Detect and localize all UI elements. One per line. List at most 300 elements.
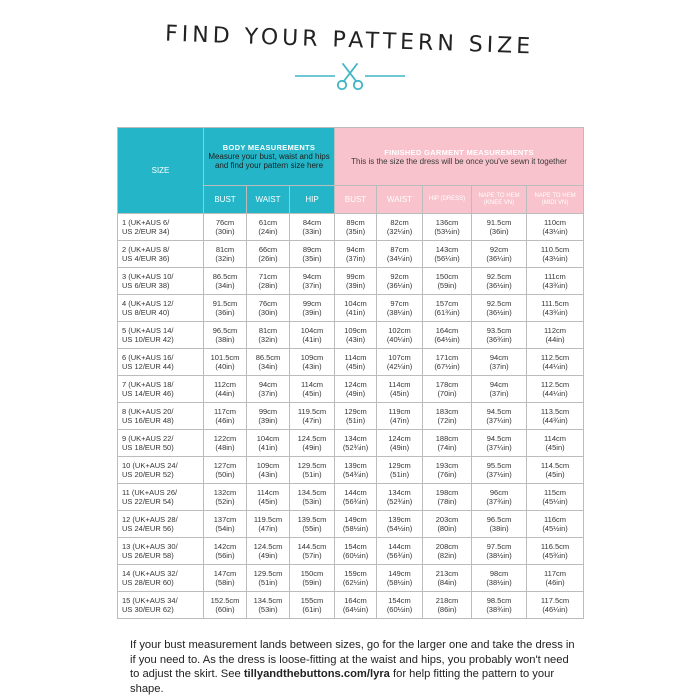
measurement-in: (43in) [302,362,322,371]
measurement-in: (43¼in) [542,227,568,236]
measurement-cell [204,430,247,457]
size-label [118,349,204,376]
size-label-line: US 30/EUR 62) [122,605,174,614]
measurement-cell [527,322,584,349]
size-label [118,295,204,322]
finished-garment-description: This is the size the dress will be once you've sewn it together [351,156,567,166]
measurement-in: (72in) [437,416,457,425]
table-row [118,349,584,376]
measurement-in: (53½in) [434,227,460,236]
size-label-line: 4 (UK+AUS 12/ [122,299,174,308]
measurement-in: (58½in) [386,578,413,587]
size-label-line: 9 (UK+AUS 22/ [122,434,174,443]
measurement-in: (34in) [258,362,278,371]
measurement-cm: 109cm [256,461,280,470]
measurement-cell [377,511,423,538]
size-label [118,403,204,430]
measurement-cm: 94.5cm [486,434,512,443]
measurement-in: (51in) [345,416,366,425]
measurement-cell [290,376,335,403]
size-label-line: US 10/EUR 42) [122,335,174,344]
measurement-cell [527,268,584,295]
measurement-cell [423,592,472,619]
measurement-cm: 129.5cm [297,461,327,470]
measurement-cm: 89cm [302,245,322,254]
measurement-in: (53in) [302,497,322,506]
measurement-cell [377,295,423,322]
measurement-cm: 86.5cm [255,353,281,362]
measurement-in: (45in) [258,497,278,506]
measurement-in: (50in) [215,470,235,479]
measurement-cm: 152.5cm [210,596,240,605]
measurement-in: (37in) [489,389,509,398]
measurement-cell [423,511,472,538]
measurement-cell [247,376,290,403]
measurement-cm: 96.5cm [212,326,238,335]
measurement-in: (38¾in) [486,605,512,614]
measurement-in: (45¾in) [542,551,568,560]
measurement-in: (35in) [302,254,322,263]
measurement-cell [472,214,527,241]
measurement-in: (36½in) [486,281,512,290]
measurement-in: (36¼in) [386,281,413,290]
measurement-cell [472,457,527,484]
measurement-cm: 208cm [435,542,459,551]
table-row [118,511,584,538]
measurement-cell [335,538,377,565]
measurement-cm: 113.5cm [540,407,570,416]
measurement-cm: 117cm [214,407,236,416]
measurement-in: (34¼in) [386,254,413,263]
measurement-cell [335,349,377,376]
measurement-cell [335,457,377,484]
size-label-line: US 18/EUR 50) [122,443,174,452]
measurement-in: (64½in) [342,605,369,614]
measurement-cell [423,538,472,565]
measurement-in: (58in) [215,578,235,587]
measurement-cell [377,538,423,565]
measurement-cm: 115cm [544,488,567,497]
measurement-in: (37in) [302,281,322,290]
measurement-cell [204,565,247,592]
fitting-footnote [130,638,580,696]
measurement-cell [472,376,527,403]
measurement-cm: 124.5cm [297,434,327,443]
measurement-cm: 114cm [544,434,567,443]
measurement-cm: 96cm [489,488,509,497]
measurement-cell [335,484,377,511]
measurement-in: (32¼in) [386,227,413,236]
size-label [118,511,204,538]
measurement-cm: 127cm [213,461,237,470]
measurement-cell [472,295,527,322]
measurement-cell [335,241,377,268]
measurement-cell [335,565,377,592]
measurement-in: (45in) [545,443,565,452]
measurement-in: (38½in) [486,551,512,560]
size-label-line: 8 (UK+AUS 20/ [122,407,174,416]
measurement-cm: 154cm [344,542,367,551]
measurement-cm: 92.5cm [486,272,512,281]
measurement-in: (84in) [437,578,457,587]
measurement-cell [290,349,335,376]
measurement-cell [247,214,290,241]
measurement-in: (61¾in) [434,308,460,317]
measurement-cm: 104cm [300,326,324,335]
measurement-cm: 134cm [344,434,367,443]
measurement-in: (39in) [302,308,322,317]
measurement-cm: 124cm [388,434,411,443]
measurement-in: (62½in) [342,578,369,587]
measurement-cm: 81cm [215,245,235,254]
measurement-cell [472,241,527,268]
measurement-in: (46in) [545,578,565,587]
size-column-header: SIZE [118,128,204,214]
measurement-in: (37in) [345,254,366,263]
measurement-cell [204,322,247,349]
measurement-cm: 213cm [435,569,459,578]
measurement-cm: 114.5cm [540,461,570,470]
size-label-line: 1 (UK+AUS 6/ [122,218,170,227]
measurement-cm: 93.5cm [486,326,512,335]
measurement-in: (60½in) [342,551,369,560]
measurement-cell [527,430,584,457]
measurement-in: (45½in) [542,524,568,533]
column-header: HIP (DRESS) [423,186,472,214]
title-block [0,21,700,60]
body-measurements-title: BODY MEASUREMENTS [222,143,316,152]
measurement-cm: 129.5cm [253,569,283,578]
measurement-cell [204,403,247,430]
measurement-cell [472,565,527,592]
measurement-in: (52in) [215,497,235,506]
measurement-in: (43in) [345,335,366,344]
measurement-cell [472,322,527,349]
measurement-in: (52¾in) [386,497,413,506]
table-row [118,403,584,430]
measurement-cm: 66cm [258,245,278,254]
size-table [117,127,584,619]
column-header: BUST [335,186,377,214]
measurement-cell [204,484,247,511]
measurement-cm: 129cm [388,461,411,470]
body-measurements-header [204,128,335,186]
scissors-icon [295,62,405,92]
measurement-in: (55in) [302,524,322,533]
measurement-cm: 218cm [435,596,459,605]
measurement-cm: 99cm [258,407,278,416]
measurement-cell [247,268,290,295]
measurement-cm: 134.5cm [253,596,283,605]
measurement-cell [290,241,335,268]
table-row [118,430,584,457]
measurement-cell [335,295,377,322]
size-label-line: US 6/EUR 38) [122,281,170,290]
measurement-cell [377,214,423,241]
table-row [118,592,584,619]
measurement-cm: 143cm [435,245,459,254]
measurement-cell [247,538,290,565]
table-row [118,565,584,592]
measurement-cell [247,511,290,538]
measurement-cm: 89cm [346,218,365,227]
measurement-cm: 87cm [390,245,409,254]
measurement-cell [527,565,584,592]
measurement-cm: 82cm [390,218,409,227]
measurement-cm: 150cm [435,272,459,281]
measurement-cm: 144cm [344,488,367,497]
measurement-cm: 92cm [390,272,409,281]
column-header: BUST [204,186,247,214]
measurement-cm: 99cm [346,272,365,281]
size-label-line: US 26/EUR 58) [122,551,174,560]
size-table-body [118,214,584,619]
measurement-in: (32in) [258,335,278,344]
column-header: NAPE TO HEM (KNEE VN) [472,186,527,214]
measurement-cell [423,484,472,511]
size-label-line: US 20/EUR 52) [122,470,174,479]
footnote-text-end: for help fitting the pattern to your shape. [130,668,555,695]
table-row [118,376,584,403]
measurement-cm: 94cm [258,380,278,389]
measurement-cm: 109cm [300,353,324,362]
measurement-cm: 171cm [435,353,459,362]
measurement-cm: 149cm [388,569,411,578]
measurement-cell [335,592,377,619]
measurement-cell [247,403,290,430]
measurement-cell [472,349,527,376]
measurement-in: (38in) [489,524,509,533]
measurement-cell [527,457,584,484]
measurement-in: (49in) [302,443,322,452]
measurement-in: (36½in) [486,308,512,317]
measurement-cm: 81cm [258,326,278,335]
measurement-in: (48in) [215,443,235,452]
measurement-in: (40¼in) [386,335,413,344]
measurement-in: (67½in) [434,362,460,371]
measurement-cell [204,295,247,322]
measurement-in: (51in) [389,470,410,479]
measurement-in: (70in) [437,389,457,398]
measurement-cell [527,403,584,430]
measurement-in: (37½in) [486,470,512,479]
measurement-in: (82in) [437,551,457,560]
measurement-cell [290,484,335,511]
measurement-cell [472,484,527,511]
measurement-cell [527,538,584,565]
measurement-cell [377,403,423,430]
measurement-cm: 112.5cm [540,353,570,362]
measurement-in: (45in) [389,389,410,398]
measurement-in: (44in) [545,335,565,344]
table-row [118,484,584,511]
measurement-in: (41in) [302,335,322,344]
measurement-cm: 116cm [544,515,567,524]
table-row [118,322,584,349]
measurement-cm: 84cm [302,218,322,227]
measurement-cell [423,214,472,241]
size-label-line: US 16/EUR 48) [122,416,174,425]
measurement-cell [377,484,423,511]
measurement-cm: 159cm [344,569,367,578]
measurement-cm: 107cm [388,353,411,362]
measurement-cm: 134cm [388,488,411,497]
page-title: FIND YOUR PATTERN SIZE [165,21,535,60]
measurement-cm: 94cm [489,380,509,389]
measurement-cell [290,268,335,295]
measurement-in: (49in) [345,389,366,398]
measurement-cm: 76cm [258,299,278,308]
measurement-cm: 99cm [302,299,322,308]
measurement-in: (57in) [302,551,322,560]
measurement-in: (47in) [258,524,278,533]
measurement-cm: 94cm [346,245,365,254]
measurement-cm: 98.5cm [486,596,512,605]
measurement-cm: 91.5cm [486,218,512,227]
measurement-in: (76in) [437,470,457,479]
measurement-cell [423,403,472,430]
measurement-cm: 114cm [257,488,279,497]
measurement-cm: 97cm [390,299,409,308]
measurement-cell [290,457,335,484]
measurement-cell [377,376,423,403]
measurement-cell [377,349,423,376]
measurement-in: (37in) [489,362,509,371]
measurement-cm: 149cm [344,515,367,524]
measurement-cell [247,241,290,268]
measurement-cell [290,511,335,538]
measurement-cell [290,430,335,457]
measurement-cm: 94.5cm [486,407,512,416]
measurement-cell [377,565,423,592]
measurement-in: (74in) [437,443,457,452]
finished-garment-header [335,128,584,186]
size-label [118,592,204,619]
measurement-cell [423,349,472,376]
size-label-line: US 12/EUR 44) [122,362,174,371]
measurement-cm: 117.5cm [540,596,570,605]
measurement-in: (30in) [215,227,235,236]
measurement-cell [335,376,377,403]
measurement-cm: 114cm [344,353,367,362]
measurement-cm: 132cm [213,488,237,497]
measurement-cm: 136cm [435,218,459,227]
measurement-in: (56¾in) [342,497,369,506]
measurement-in: (40in) [215,362,235,371]
size-label-line: 5 (UK+AUS 14/ [122,326,174,335]
measurement-cell [423,565,472,592]
measurement-cm: 119.5cm [297,407,327,416]
measurement-cm: 92cm [489,245,509,254]
measurement-in: (26in) [258,254,278,263]
column-header: HIP [290,186,335,214]
measurement-cell [377,241,423,268]
measurement-in: (80in) [437,524,457,533]
measurement-in: (28in) [258,281,278,290]
measurement-cm: 86.5cm [212,272,238,281]
size-label-line: US 8/EUR 40) [122,308,170,317]
size-label [118,538,204,565]
measurement-cell [527,511,584,538]
measurement-cm: 61cm [258,218,278,227]
table-row [118,538,584,565]
size-label-line: US 4/EUR 36) [122,254,170,263]
measurement-cell [247,322,290,349]
measurement-cm: 157cm [435,299,459,308]
size-label-line: 7 (UK+AUS 18/ [122,380,174,389]
measurement-cm: 150cm [300,569,324,578]
measurement-cell [247,592,290,619]
measurement-cell [247,430,290,457]
measurement-cell [335,511,377,538]
lyra-link[interactable]: tillyandthebuttons.com/lyra [243,668,390,681]
measurement-in: (43¾in) [542,281,568,290]
measurement-in: (44¼in) [542,389,568,398]
measurement-in: (49in) [389,443,410,452]
size-label-line: 12 (UK+AUS 28/ [122,515,178,524]
measurement-in: (42¼in) [386,362,413,371]
measurement-cm: 104cm [344,299,367,308]
measurement-cm: 154cm [388,596,411,605]
size-label [118,268,204,295]
measurement-in: (45in) [545,470,565,479]
measurement-in: (36¼in) [486,254,512,263]
measurement-cell [527,484,584,511]
measurement-cm: 178cm [435,380,459,389]
footnote-text: If your bust measurement lands between sizes, go for the larger one and take the dress in if you need to. As the dress is loose-fitting at the waist and hips, you probably won't need to adjust the skirt. See [130,639,575,681]
measurement-in: (34in) [215,281,235,290]
measurement-cm: 203cm [435,515,459,524]
measurement-cm: 155cm [300,596,324,605]
measurement-cell [527,241,584,268]
measurement-cell [335,430,377,457]
table-row [118,295,584,322]
measurement-in: (45in) [345,362,366,371]
measurement-cell [204,349,247,376]
measurement-cell [423,268,472,295]
measurement-cell [335,268,377,295]
measurement-cm: 144.5cm [297,542,327,551]
measurement-in: (52¾in) [342,443,369,452]
measurement-cell [527,295,584,322]
size-label [118,322,204,349]
size-label-line: 10 (UK+AUS 24/ [122,461,178,470]
measurement-cm: 110cm [544,218,567,227]
measurement-cell [204,214,247,241]
measurement-in: (51in) [258,578,278,587]
size-label [118,430,204,457]
measurement-cm: 95.5cm [486,461,512,470]
measurement-cell [423,376,472,403]
measurement-cm: 164cm [344,596,367,605]
size-label-line: US 28/EUR 60) [122,578,174,587]
size-label-line: US 2/EUR 34) [122,227,170,236]
size-label [118,376,204,403]
measurement-cell [423,295,472,322]
measurement-in: (30in) [258,308,278,317]
measurement-cm: 76cm [215,218,235,227]
measurement-in: (37¼in) [486,416,512,425]
measurement-cm: 96.5cm [486,515,512,524]
measurement-cell [247,484,290,511]
measurement-cell [377,268,423,295]
measurement-cell [472,430,527,457]
measurement-cm: 117cm [544,569,567,578]
measurement-cm: 94cm [302,272,322,281]
measurement-in: (54¾in) [342,470,369,479]
measurement-in: (56in) [215,551,235,560]
measurement-in: (45¼in) [542,497,568,506]
